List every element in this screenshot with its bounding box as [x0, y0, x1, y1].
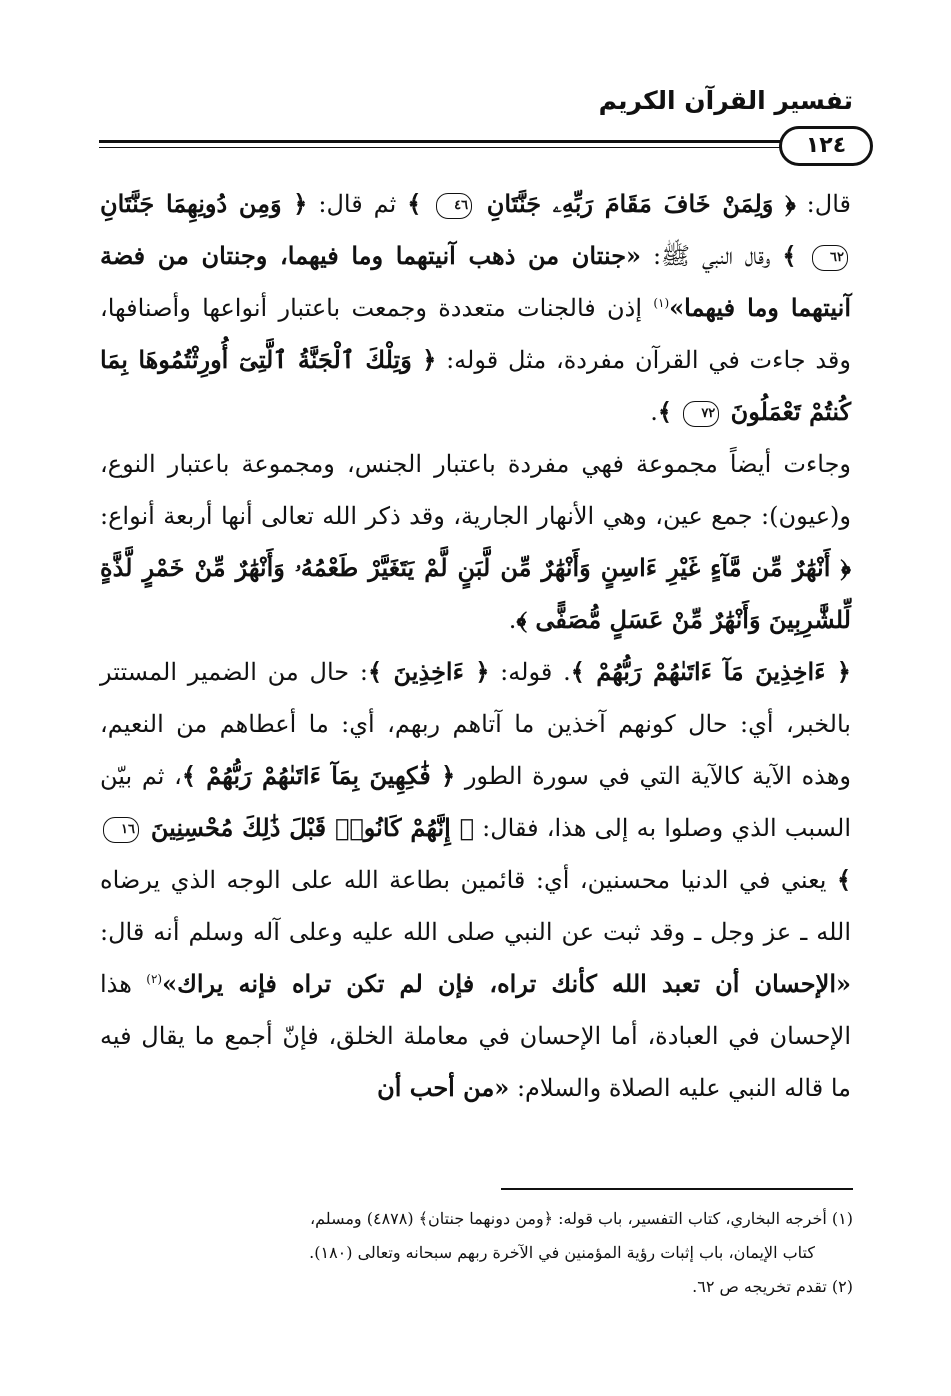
footnote-1: (١) أخرجه البخاري، كتاب التفسير، باب قوله: ﴿ومن دونهما جنتان﴾ (٤٨٧٨) ومسلم، — [309, 1209, 853, 1228]
paragraph-3 — [100, 646, 851, 1114]
footnotes — [96, 1202, 853, 1304]
quran-verse-end: ﴾ — [836, 865, 851, 894]
text-run: . — [508, 606, 517, 634]
ayah-number-marker: ٧٢ — [683, 401, 719, 427]
quran-verse: ﴿ وَمِن دُونِهِمَا جَنَّتَانِ — [100, 189, 308, 218]
hadith-quote: «من أحب أن — [377, 1073, 510, 1102]
text-run: قال: — [795, 190, 851, 218]
quran-verse: ﴿ وَتِلْكَ ٱلْجَنَّةُ ٱلَّتِىٓ أُورِثْتُمُوهَا بِمَا كُنتُمْ تَعْمَلُونَ — [100, 345, 851, 426]
quran-verse: ﴿ وَلِمَنْ خَافَ مَقَامَ رَبِّهِۦ جَنَّتَانِ — [475, 189, 796, 218]
text-run: إذن فالجنات متعددة وجمعت باعتبار أنواعها وأصنافها، وقد جاءت في القرآن مفردة، مثل قوله: — [100, 294, 851, 374]
ayah-number-marker: ١٦ — [103, 817, 139, 843]
footnote-2: (٢) تقدم تخريجه ص ٦٢. — [692, 1277, 853, 1296]
quran-verse-end: ﴾ — [657, 397, 681, 426]
paragraph-2 — [100, 438, 851, 646]
quran-verse: ﴿ ءَاخِذِينَ مَآ ءَاتَىٰهُمْ رَبُّهُمْ ﴾ — [570, 657, 851, 686]
text-run: وجاءت أيضاً مجموعة فهي مفردة باعتبار الجنس، ومجموعة باعتبار النوع، و(عيون): جمع عين، وهي الأنهار الجارية، وقد ذكر الله تعالى أنها أربعة أنواع: — [100, 450, 852, 530]
quran-verse: ﴿ إِنَّهُمْ كَانُوا۟ قَبْلَ ذَٰلِكَ مُحْسِنِينَ — [142, 813, 475, 842]
text-run: ، ثم بيّن السبب الذي وصلوا به إلى هذا، فقال: — [100, 762, 851, 842]
quran-verse: ﴿ ءَاخِذِينَ ﴾ — [367, 657, 490, 686]
text-run: يعني في الدنيا محسنين، أي: قائمين بطاعة الله على الوجه الذي يرضاه الله ـ عز وجل ـ وقد ثبت عن النبي صلى الله عليه وعلى آله وسلم أنه قال: — [100, 866, 851, 946]
quran-verse-end: ﴾ — [782, 241, 810, 270]
text-run: وقال النبي ﷺ: — [641, 242, 783, 270]
footnote-ref[interactable]: (٢) — [146, 972, 163, 986]
page-number-badge: ١٢٤ — [779, 126, 873, 166]
text-run: . — [650, 398, 658, 426]
text-run: : حال من الضمير المستتر بالخبر، أي: حال كونهم آخذين ما آتاهم ربهم، أي: ما أعطاهم من النعيم، وهذه الآية كالآية التي في سورة الطور — [100, 658, 851, 790]
paragraph-1 — [100, 178, 851, 438]
footnote-separator — [501, 1188, 853, 1190]
footnote-1-continuation: كتاب الإيمان، باب إثبات رؤية المؤمنين في الآخرة ربهم سبحانه وتعالى (١٨٠). — [309, 1243, 815, 1262]
hadith-quote: «جنتان من ذهب آنيتهما وما فيهما، وجنتان من فضة آنيتهما وما فيهما» — [100, 241, 851, 322]
ayah-number-marker: ٦٢ — [812, 245, 848, 271]
running-header-title: تفسير القرآن الكريم — [598, 86, 853, 115]
header-rule — [99, 140, 849, 143]
text-run: . قوله: — [489, 658, 571, 686]
hadith-quote: «الإحسان أن تعبد الله كأنك تراه، فإن لم تكن تراه فإنه يراك» — [162, 969, 851, 998]
ayah-number-marker: ٤٦ — [436, 193, 472, 219]
text-run: هذا الإحسان في العبادة، أما الإحسان في معاملة الخلق، فإنّ أجمع ما يقال فيه ما قاله النبي عليه الصلاة والسلام: — [100, 970, 851, 1102]
quran-verse: ﴿ أَنْهَٰرٌ مِّن مَّآءٍ غَيْرِ ءَاسِنٍ وَأَنْهَٰرٌ مِّن لَّبَنٍ لَّمْ يَتَغَيَّرْ طَعْمُهُۥ وَأَنْهَٰرٌ مِّنْ خَمْرٍ لَّذَّةٍ لِّلشَّٰرِبِينَ وَأَنْهَٰرٌ مِّنْ عَسَلٍ مُّصَفًّى ﴾ — [100, 553, 851, 634]
main-text — [100, 178, 851, 1114]
text-run: ثم قال: — [307, 190, 408, 218]
quran-verse-end: ﴾ — [407, 189, 434, 218]
quran-verse: ﴿ فَٰكِهِينَ بِمَآ ءَاتَىٰهُمْ رَبُّهُمْ ﴾ — [181, 761, 456, 790]
header-rule-thin — [99, 147, 849, 148]
footnote-ref[interactable]: (١) — [653, 296, 670, 310]
